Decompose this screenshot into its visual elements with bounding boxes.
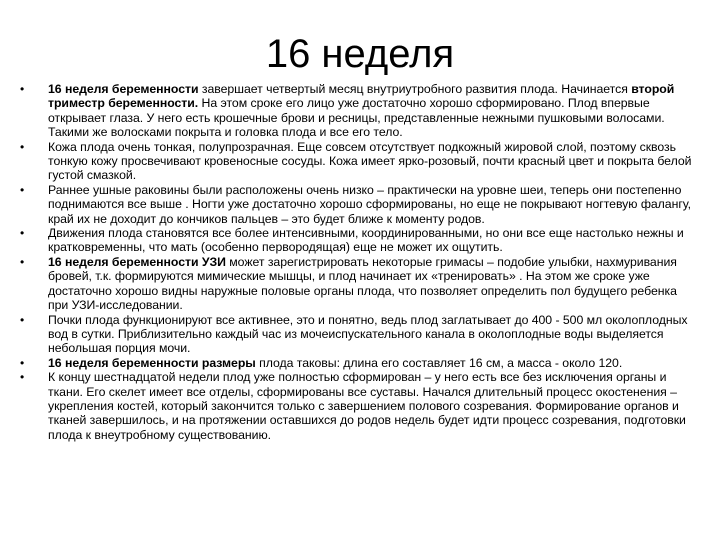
bullet-icon: • — [20, 226, 25, 241]
bold-term: 16 неделя беременности размеры — [48, 355, 256, 370]
bold-term: второй триместр беременности. — [48, 82, 675, 111]
paragraph-text: завершает четвертый месяц внутриутробного развития плода. Начинается — [198, 82, 632, 96]
paragraph-text: может зарегистрировать некоторые гримасы – подобие улыбки, нахмуривания бровей, т.к. формируются мимические мышцы, и плод начинает их «тренировать» . На этом же сроке уже достаточно хорошо видны наружные половые органы плода, что позволяет определить пол будущего ребенка при УЗИ-исследовании. — [48, 254, 677, 313]
bullet-item-1 — [20, 82, 700, 140]
paragraph-text: Движения плода становятся все более интенсивными, координированными, но они все еще настолько нежны и кратковременны, что мать (особенно первородящая) еще не может их ощутить. — [48, 226, 684, 255]
bullet-icon: • — [20, 182, 25, 197]
bullet-item-3 — [20, 183, 700, 226]
paragraph-text: Почки плода функционируют все активнее, это и понятно, ведь плод заглатывает до 400 - 500 мл околоплодных вод в сутки. Приблизительно каждый час из мочеиспускательного канала в околоплодные воды выделяется небольшая порция мочи. — [48, 312, 688, 356]
bullet-icon: • — [20, 254, 25, 269]
paragraph-text: На этом сроке его лицо уже достаточно хорошо сформировано. Плод впервые открывает глаза. У него есть крошечные брови и ресницы, представленные нежными пушковыми волосами. Такими же волосками покрыта и головка плода и все его тело. — [48, 96, 665, 140]
paragraph-text: плода таковы: длина его составляет 16 см, а масса - около 120. — [255, 355, 623, 370]
paragraph-text: Раннее ушные раковины были расположены очень низко – практически на уровне шеи, теперь они постепенно поднимаются все выше . Ногти уже достаточно хорошо сформированы, но еще не покрывают ногтевую фалангу, край их не доходит до кончиков пальцев – это будет ближе к моменту родов. — [48, 182, 692, 226]
bullet-item-8 — [20, 370, 700, 442]
bullet-icon: • — [20, 139, 25, 154]
paragraph-text: Кожа плода очень тонкая, полупрозрачная. Еще совсем отсутствует подкожный жировой слой, поэтому сквозь тонкую кожу просвечивают кровеносные сосуды. Кожа имеет ярко-розовый, почти красный цвет и покрыта белой густой смазкой. — [48, 139, 692, 183]
bold-term: 16 неделя беременности УЗИ — [48, 254, 226, 269]
bullet-item-7 — [20, 356, 700, 370]
bullet-item-6 — [20, 313, 700, 356]
bullet-icon: • — [20, 82, 25, 96]
bullet-item-2 — [20, 140, 700, 183]
slide-title: 16 неделя — [265, 32, 455, 76]
bold-term: 16 неделя беременности — [48, 82, 199, 96]
bullet-icon: • — [20, 370, 25, 385]
bullet-item-5 — [20, 255, 700, 313]
bullet-icon: • — [20, 355, 25, 370]
bullet-item-4 — [20, 226, 700, 255]
paragraph-text: К концу шестнадцатой недели плод уже полностью сформирован – у него есть все без исключения органы и ткани. Его скелет имеет все отделы, сформированы все суставы. Начался длительный процесс окостенения – укрепления костей, который закончится только с завершением полового созревания. Формирование органов и тканей завершилось, и на протяжении оставшихся до родов недель будет идти процесс созревания, подготовки плода к внеутробному существованию. — [48, 370, 686, 442]
bullet-icon: • — [20, 312, 25, 327]
bullet-list — [20, 82, 700, 442]
